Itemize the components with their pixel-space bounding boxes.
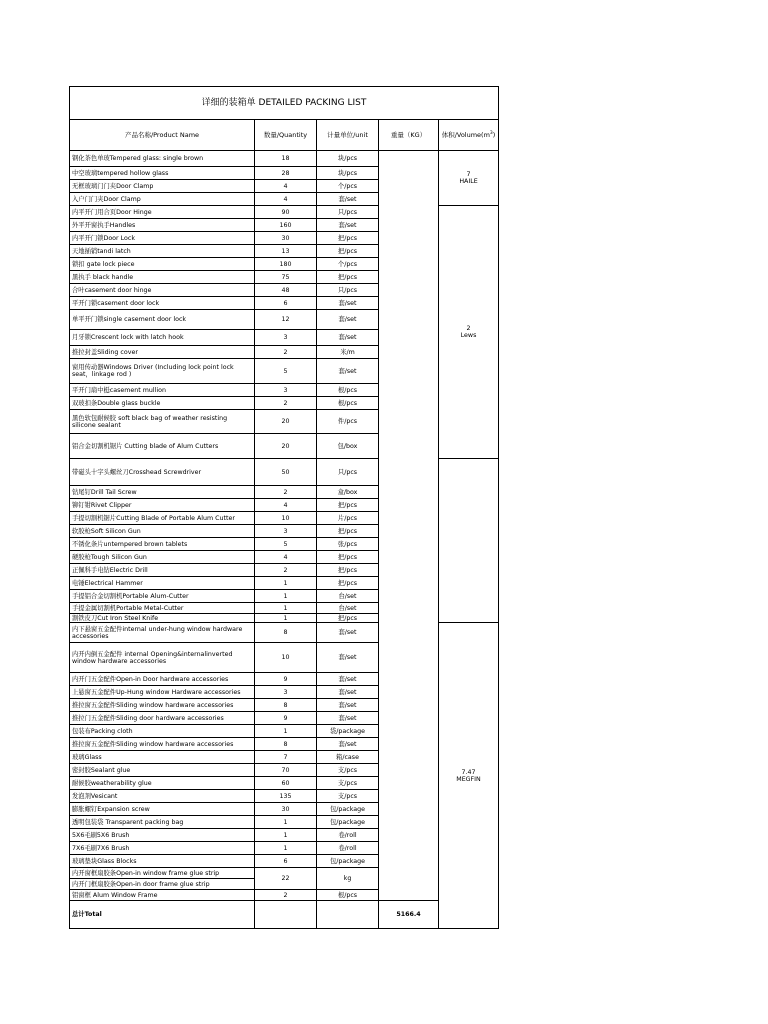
unit-cell: 块/pcs (317, 151, 379, 167)
product-name-cell: 手提切割机锯片Cutting Blade of Portable Alum Cutter (70, 512, 255, 525)
unit-cell: 只/pcs (317, 206, 379, 219)
product-name-cell: 推拉封盖Sliding cover (70, 346, 255, 359)
unit-cell: 件/pcs (317, 410, 379, 434)
product-name-cell: 入户门门夹Door Clamp (70, 193, 255, 206)
quantity-cell: 1 (255, 829, 317, 842)
quantity-cell: 1 (255, 842, 317, 855)
unit-cell: 套/set (317, 193, 379, 206)
unit-cell: 卷/roll (317, 842, 379, 855)
unit-cell: 包/package (317, 816, 379, 829)
unit-cell: 包/package (317, 803, 379, 816)
product-name-cell: 耐候胶weatherability glue (70, 777, 255, 790)
volume-supplier-label: MEGFIN (456, 775, 481, 783)
quantity-cell: 7 (255, 751, 317, 764)
product-name-cell: 膨胀螺钉Expansion screw (70, 803, 255, 816)
product-name-cell: 包装布Packing cloth (70, 725, 255, 738)
unit-cell: 个/pcs (317, 180, 379, 193)
unit-cell: 套/set (317, 330, 379, 346)
product-name-cell: 黑色软包耐候胶 soft black bag of weather resisting silicone sealant (70, 410, 255, 434)
product-name-cell: 外平开窗执手Handles (70, 219, 255, 232)
quantity-cell: 8 (255, 699, 317, 712)
unit-cell: 把/pcs (317, 614, 379, 623)
product-name-cell: 黑执手 black handle (70, 271, 255, 284)
product-name-cell: 天地插销tandi latch (70, 245, 255, 258)
unit-cell: 支/pcs (317, 764, 379, 777)
unit-cell: 箱/case (317, 751, 379, 764)
quantity-cell: 6 (255, 855, 317, 868)
product-name-cell: 平开门扇中梃casement mullion (70, 384, 255, 397)
unit-cell: 把/pcs (317, 525, 379, 538)
product-name-cell: 5X6毛刷5X6 Brush (70, 829, 255, 842)
quantity-cell: 1 (255, 816, 317, 829)
unit-cell: 块/pcs (317, 167, 379, 180)
packing-list-table (69, 86, 499, 929)
product-name-cell: 7X6毛刷7X6 Brush (70, 842, 255, 855)
volume-value: 2 (466, 325, 471, 332)
quantity-cell: 10 (255, 643, 317, 673)
volume-supplier-label: Lews (460, 332, 477, 339)
product-name-cell: 带磁头十字头螺丝刀Crosshead Screwdriver (70, 459, 255, 486)
quantity-cell: 90 (255, 206, 317, 219)
unit-cell: 套/set (317, 673, 379, 686)
quantity-cell: 3 (255, 384, 317, 397)
quantity-cell: 4 (255, 180, 317, 193)
volume-group-cell (439, 623, 499, 929)
product-name-cell: 钢化茶色单玻Tempered glass: single brown (70, 151, 255, 167)
volume-group-cell (439, 151, 499, 206)
product-name-cell: 窗用传动器Windows Driver (Including lock point lock seat，linkage rod ) (70, 359, 255, 384)
volume-supplier-label: HAILE (459, 178, 478, 185)
quantity-cell: 4 (255, 499, 317, 512)
product-name-cell: 单平开门锁single casement door lock (70, 310, 255, 330)
volume-group-cell (439, 206, 499, 459)
unit-cell: 只/pcs (317, 284, 379, 297)
volume-value: 7 (466, 171, 471, 178)
header-row (70, 120, 499, 151)
product-name-cell: 内开内倒五金配件 internal Opening&internalinverted window hardware accessories (70, 643, 255, 673)
total-unit-cell (317, 901, 379, 929)
quantity-cell: 30 (255, 803, 317, 816)
quantity-cell: 50 (255, 459, 317, 486)
product-name-cell: 硬胶枪Tough Silicon Gun (70, 551, 255, 564)
unit-cell: 根/pcs (317, 397, 379, 410)
quantity-cell: 2 (255, 397, 317, 410)
quantity-cell: 48 (255, 284, 317, 297)
total-label: 总计Total (70, 901, 255, 929)
quantity-cell: 70 (255, 764, 317, 777)
product-name-cell: 平开门锁casement door lock (70, 297, 255, 310)
quantity-cell: 8 (255, 623, 317, 643)
product-name-cell: 内平开门用合页Door Hinge (70, 206, 255, 219)
unit-cell: 片/pcs (317, 512, 379, 525)
quantity-cell: 180 (255, 258, 317, 271)
quantity-cell: 9 (255, 712, 317, 725)
product-name-cell: 中空玻璃tempered hollow glass (70, 167, 255, 180)
product-name-cell: 锁扣 gate lock piece (70, 258, 255, 271)
product-name-cell: 软胶枪Soft Silicon Gun (70, 525, 255, 538)
header-volume-sup: 3 (489, 130, 493, 136)
unit-cell: 盒/box (317, 486, 379, 499)
quantity-cell: 8 (255, 738, 317, 751)
unit-cell: 把/pcs (317, 232, 379, 245)
unit-cell: 套/set (317, 297, 379, 310)
product-name-cell: 密封胶Sealant glue (70, 764, 255, 777)
quantity-cell: 1 (255, 603, 317, 614)
quantity-cell: 3 (255, 525, 317, 538)
quantity-cell: 1 (255, 577, 317, 590)
quantity-cell: 13 (255, 245, 317, 258)
unit-cell: 套/set (317, 712, 379, 725)
quantity-cell: 4 (255, 551, 317, 564)
quantity-cell: 28 (255, 167, 317, 180)
unit-cell: 米/m (317, 346, 379, 359)
product-name-cell: 不锈化条片untempered brown tablets (70, 538, 255, 551)
product-name-cell: 无框玻璃门门夹Door Clamp (70, 180, 255, 193)
unit-cell: 套/set (317, 643, 379, 673)
product-name-cell: 推拉门五金配件Sliding door hardware accessories (70, 712, 255, 725)
quantity-cell: 2 (255, 890, 317, 901)
quantity-cell: 5 (255, 359, 317, 384)
unit-cell: 把/pcs (317, 551, 379, 564)
unit-cell: 把/pcs (317, 564, 379, 577)
product-name-cell: 推拉窗五金配件Sliding window hardware accessories (70, 738, 255, 751)
header-unit: 计量单位/unit (317, 120, 379, 151)
product-name-cell: 合叶casement door hinge (70, 284, 255, 297)
unit-cell: 张/pcs (317, 538, 379, 551)
unit-cell: 包/box (317, 434, 379, 459)
title-row (70, 87, 499, 120)
unit-cell: 包/package (317, 855, 379, 868)
quantity-cell: 20 (255, 434, 317, 459)
quantity-cell: 10 (255, 512, 317, 525)
unit-cell: 套/set (317, 310, 379, 330)
quantity-cell: 3 (255, 330, 317, 346)
header-product-name: 产品名称/Product Name (70, 120, 255, 151)
product-name-cell: 钻尾钉Drill Tail Screw (70, 486, 255, 499)
weight-cell (379, 151, 439, 901)
unit-cell: 支/pcs (317, 777, 379, 790)
unit-cell: 卷/roll (317, 829, 379, 842)
product-name-cell: 推拉窗五金配件Sliding window hardware accessories (70, 699, 255, 712)
quantity-cell: 12 (255, 310, 317, 330)
unit-cell: 套/set (317, 686, 379, 699)
unit-cell: 根/pcs (317, 890, 379, 901)
quantity-cell: 1 (255, 614, 317, 623)
product-name-cell: 月牙锁Crescent lock with latch hook (70, 330, 255, 346)
product-name-cell: 铝窗框 Alum Window Frame (70, 890, 255, 901)
product-name-cell: 手提金属切割机Portable Metal-Cutter (70, 603, 255, 614)
unit-cell: 套/set (317, 359, 379, 384)
unit-cell: 把/pcs (317, 499, 379, 512)
product-name-cell: 上悬窗五金配件Up-Hung window Hardware accessories (70, 686, 255, 699)
quantity-cell: 2 (255, 346, 317, 359)
unit-cell: 套/set (317, 699, 379, 712)
product-name-cell: 正佩科手电钻Electric Drill (70, 564, 255, 577)
unit-cell: 套/set (317, 738, 379, 751)
quantity-cell: 20 (255, 410, 317, 434)
product-name-cell: 玻璃垫块Glass Blocks (70, 855, 255, 868)
quantity-cell: 2 (255, 564, 317, 577)
quantity-cell: 160 (255, 219, 317, 232)
product-name-cell: 手提铝合金切割机Portable Alum-Cutter (70, 590, 255, 603)
product-name-cell: 内平开门锁Door Lock (70, 232, 255, 245)
unit-cell: 台/set (317, 590, 379, 603)
quantity-cell: 2 (255, 486, 317, 499)
quantity-cell: 1 (255, 590, 317, 603)
product-name-cell: 玻璃Glass (70, 751, 255, 764)
unit-cell: 把/pcs (317, 245, 379, 258)
unit-cell: 把/pcs (317, 577, 379, 590)
product-name-cell: 内开门五金配件Open-in Door hardware accessories (70, 673, 255, 686)
product-name-cell: 内开门框扇胶条Open-in door frame glue strip (70, 879, 255, 890)
quantity-cell: 75 (255, 271, 317, 284)
quantity-cell: 30 (255, 232, 317, 245)
product-name-cell: 铆钉钳Rivet Clipper (70, 499, 255, 512)
unit-cell: 套/set (317, 623, 379, 643)
total-weight: 5166.4 (379, 901, 439, 929)
document-title: 详细的装箱单 DETAILED PACKING LIST (70, 87, 499, 120)
quantity-cell: 3 (255, 686, 317, 699)
unit-cell: 个/pcs (317, 258, 379, 271)
unit-cell: 台/set (317, 603, 379, 614)
product-name-cell: 透明包装袋 Transparent packing bag (70, 816, 255, 829)
header-volume (439, 120, 499, 151)
header-volume-prefix: 体积/Volume(m (441, 130, 490, 139)
quantity-cell: 5 (255, 538, 317, 551)
unit-cell: kg (317, 868, 379, 890)
quantity-cell: 6 (255, 297, 317, 310)
unit-cell: 根/pcs (317, 384, 379, 397)
quantity-cell: 18 (255, 151, 317, 167)
product-name-cell: 发泡剂Vesicant (70, 790, 255, 803)
product-name-cell: 双玻扣条Double glass buckle (70, 397, 255, 410)
quantity-cell: 9 (255, 673, 317, 686)
total-quantity-cell (255, 901, 317, 929)
header-weight: 重量（KG） (379, 120, 439, 151)
volume-value: 7.47 (461, 768, 476, 776)
total-row (70, 901, 499, 929)
unit-cell: 只/pcs (317, 459, 379, 486)
quantity-cell: 4 (255, 193, 317, 206)
unit-cell: 套/set (317, 219, 379, 232)
quantity-cell: 22 (255, 868, 317, 890)
header-volume-suffix: ) (492, 130, 496, 139)
table-row (70, 151, 499, 167)
quantity-cell: 60 (255, 777, 317, 790)
product-name-cell: 电锤Electrical Hammer (70, 577, 255, 590)
product-name-cell: 内下悬窗五金配件internal under-hung window hardware accessories (70, 623, 255, 643)
quantity-cell: 135 (255, 790, 317, 803)
unit-cell: 把/pcs (317, 271, 379, 284)
product-name-cell: 割铁皮刀Cut Iron Steel Knife (70, 614, 255, 623)
product-name-cell: 内开窗框扇胶条Open-in window frame glue strip (70, 868, 255, 879)
product-name-cell: 铝合金切割机锯片 Cutting blade of Alum Cutters (70, 434, 255, 459)
unit-cell: 支/pcs (317, 790, 379, 803)
unit-cell: 袋/package (317, 725, 379, 738)
quantity-cell: 1 (255, 725, 317, 738)
header-quantity: 数量/Quantity (255, 120, 317, 151)
